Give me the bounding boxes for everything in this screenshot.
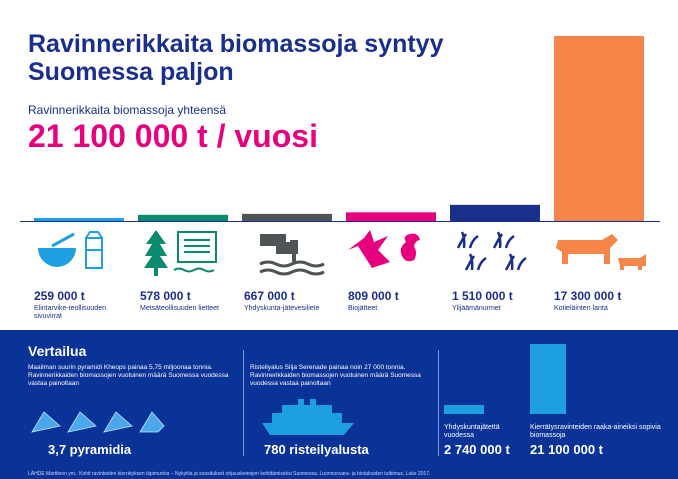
source-note: LÄHDE Marttinen ym.: Kohti ravinteiden kierrätyksen läpimurtoa – Nykytila ja suositukset ohjauskeinojen kehittämiseksi Suomessa. Luonnonvara- ja biotalouden tutkimus, Luke 2017.	[28, 471, 431, 477]
cow-and-pig-icon	[552, 228, 652, 278]
page-title: Ravinnerikkaita biomassoja syntyy Suomessa paljon	[28, 30, 444, 86]
pyramid-icon	[104, 412, 132, 432]
comparison-section	[0, 330, 678, 479]
value-label-6: 17 300 000 t	[554, 289, 622, 303]
recyclable-label: Kierrätysravinteiden raaka-aineiksi sopivia biomassoja	[530, 424, 661, 439]
value-label-5: 1 510 000 t	[452, 289, 513, 303]
bowl-and-milk-carton-icon	[34, 230, 114, 275]
value-label-3: 667 000 t	[244, 289, 295, 303]
category-label-5: Ylijäämänurmet	[452, 305, 501, 312]
pyramid-icons	[30, 404, 190, 434]
pyramid-icon	[68, 412, 96, 432]
bar-3	[242, 214, 332, 221]
bar-4	[346, 212, 436, 221]
comparison-title: Vertailua	[28, 343, 87, 359]
bar-5	[450, 205, 540, 221]
category-label-2: Metsäteollisuuden lietteet	[140, 305, 219, 312]
subtitle: Ravinnerikkaita biomassoja yhteensä	[28, 103, 227, 117]
section-divider	[243, 350, 244, 456]
trees-and-paper-icon	[144, 228, 224, 278]
value-label-2: 578 000 t	[140, 289, 191, 303]
sewage-pipe-icon	[256, 228, 336, 278]
category-label-4: Biojätteet	[348, 305, 378, 312]
category-label-3: Yhdyskunta-jätevesiliete	[244, 305, 320, 312]
pyramid-icon	[32, 412, 60, 432]
wastewater-label: Yhdyskuntajätettä vuodessa	[444, 424, 500, 439]
chart-baseline	[20, 221, 660, 222]
bar-6	[554, 36, 644, 221]
recyclable-value: 21 100 000 t	[530, 442, 604, 457]
wastewater-value: 2 740 000 t	[444, 442, 510, 457]
banana-peel-and-apple-core-icon	[344, 228, 434, 278]
municipal-waste-bar	[444, 405, 484, 414]
value-label-4: 809 000 t	[348, 289, 399, 303]
pyramid-icon	[140, 412, 164, 432]
recyclable-biomass-bar	[530, 344, 566, 414]
cruise-ship-icon	[258, 397, 358, 437]
pyramid-text: Maailman suurin pyramidi Kheops painaa 5,75 miljoonaa tonnia. Ravinnerikkaiden biomassojen vuotuinen määrä Suomessa vuodessa vastaa painoltaan	[28, 364, 229, 387]
section-divider	[438, 350, 439, 456]
value-label-1: 259 000 t	[34, 289, 85, 303]
category-label-6: Kotieläinten lanta	[554, 305, 608, 312]
pyramid-value: 3,7 pyramidia	[48, 442, 132, 457]
grass-icon	[454, 228, 544, 273]
ship-text: Risteilyalus Silja Serenade painaa noin 27 000 tonnia. Ravinnerikkaiden biomassojen vuotuinen määrä Suomessa vuodessa vastaa painoltaan	[250, 364, 421, 387]
category-label-1: Elintarvike-teollisuuden sivuvirrat	[34, 305, 106, 320]
ship-value: 780 risteilyalusta	[264, 442, 369, 457]
total-amount: 21 100 000 t / vuosi	[28, 118, 318, 154]
